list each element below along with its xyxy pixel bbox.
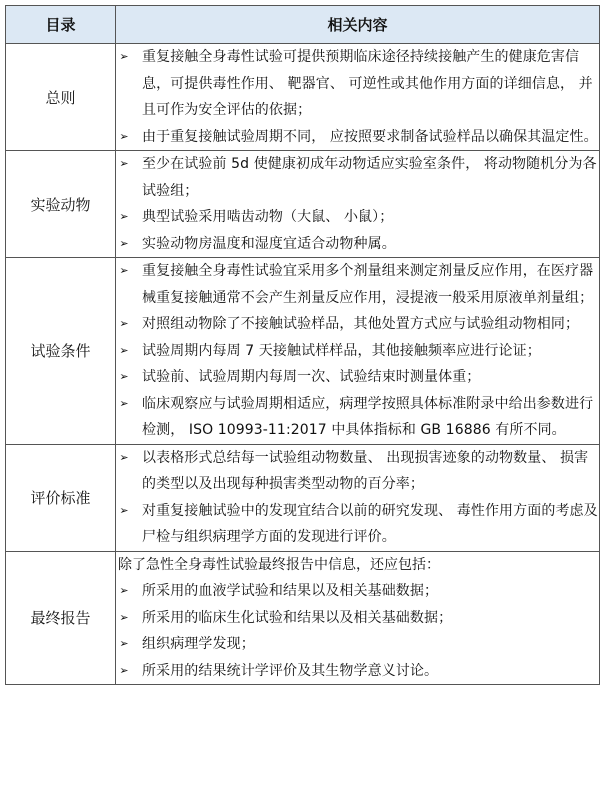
list-item-text: 对照组动物除了不接触试验样品，其他处置方式应与试验组动物相同； xyxy=(142,316,580,332)
list-item-text: 重复接触全身毒性试验宜采用多个剂量组来测定剂量反应作用，在医疗器械重复接触通常不会产生剂量反应作用，浸提液一般采用原液单剂量组； xyxy=(142,263,594,306)
arrow-bullet-icon: ➢ xyxy=(119,370,129,383)
row-content xyxy=(116,44,600,151)
table-row-general xyxy=(6,44,600,151)
header-catalog: 目录 xyxy=(6,6,116,44)
list-item xyxy=(116,258,599,311)
list-item xyxy=(116,658,599,685)
row-intro-text: 除了急性全身毒性试验最终报告中信息，还应包括： xyxy=(118,556,440,573)
list-item xyxy=(116,231,599,258)
list-item xyxy=(116,124,599,151)
arrow-bullet-icon: ➢ xyxy=(119,50,129,63)
list-item xyxy=(116,445,599,498)
list-item xyxy=(116,204,599,231)
arrow-bullet-icon: ➢ xyxy=(119,584,129,597)
list-item xyxy=(116,44,599,124)
arrow-bullet-icon: ➢ xyxy=(119,317,129,330)
table-row-conditions xyxy=(6,258,600,445)
arrow-bullet-icon: ➢ xyxy=(119,343,129,357)
list-item-text: 典型试验采用啮齿动物（大鼠、 小鼠）； xyxy=(142,209,394,225)
content-table xyxy=(5,5,600,685)
row-category: 总则 xyxy=(6,44,116,151)
list-item-text: 所采用的结果统计学评价及其生物学意义讨论。 xyxy=(142,662,439,679)
row-content xyxy=(116,258,600,445)
list-item xyxy=(116,605,599,632)
arrow-bullet-icon: ➢ xyxy=(119,210,129,223)
header-row xyxy=(6,6,600,44)
header-content: 相关内容 xyxy=(116,6,600,44)
list-item xyxy=(116,631,599,658)
list-item xyxy=(116,151,599,204)
arrow-bullet-icon: ➢ xyxy=(119,396,129,410)
list-item-text: 对重复接触试验中的发现宜结合以前的研究发现、 毒性作用方面的考虑及尸检与组织病理学方面的发现进行评价。 xyxy=(142,502,598,545)
row-content xyxy=(116,444,600,551)
list-item-text: 所采用的临床生化试验和结果以及相关基础数据； xyxy=(142,609,453,626)
list-item-text: 实验动物房温度和湿度宜适合动物种属。 xyxy=(142,235,396,252)
arrow-bullet-icon: ➢ xyxy=(119,637,129,650)
list-item xyxy=(116,311,599,338)
list-item xyxy=(116,391,599,444)
arrow-bullet-icon: ➢ xyxy=(119,663,129,677)
table-row-criteria xyxy=(6,444,600,551)
list-item-text: 重复接触全身毒性试验可提供预期临床途径持续接触产生的健康危害信息，可提供毒性作用、 靶器官、 可逆性或其他作用方面的详细信息， 并且可作为安全评估的依据； xyxy=(142,49,593,118)
list-item xyxy=(116,498,599,551)
list-item-text: 试验前、试验周期内每周一次、试验结束时测量体重； xyxy=(142,369,481,385)
list-item xyxy=(116,338,599,365)
row-content xyxy=(116,151,600,258)
row-category: 试验条件 xyxy=(6,258,116,445)
row-category: 最终报告 xyxy=(6,551,116,685)
list-item-text: 试验周期内每周 7 天接触试样样品，其他接触频率应进行论证； xyxy=(142,342,541,359)
arrow-bullet-icon: ➢ xyxy=(119,264,129,277)
arrow-bullet-icon: ➢ xyxy=(119,129,129,143)
arrow-bullet-icon: ➢ xyxy=(119,157,129,170)
row-content xyxy=(116,551,600,685)
list-item-text: 组织病理学发现； xyxy=(142,636,255,652)
arrow-bullet-icon: ➢ xyxy=(119,610,129,624)
arrow-bullet-icon: ➢ xyxy=(119,503,129,517)
list-item xyxy=(116,364,599,391)
list-item-text: 临床观察应与试验周期相适应，病理学按照具体标准附录中给出参数进行检测， ISO 10993-11:2017 中具体指标和 GB 16886 有所不同。 xyxy=(142,395,594,438)
list-item xyxy=(116,578,599,605)
list-item-text: 以表格形式总结每一试验组动物数量、 出现损害迹象的动物数量、 损害的类型以及出现每种损害类型动物的百分率； xyxy=(142,449,589,492)
list-item-text: 至少在试验前 5d 使健康初成年动物适应实验室条件， 将动物随机分为各试验组； xyxy=(142,156,597,199)
table-row-animals xyxy=(6,151,600,258)
table-body xyxy=(6,44,600,685)
list-item-text: 由于重复接触试验周期不同， 应按照要求制备试验样品以确保其温定性。 xyxy=(142,128,598,145)
row-category: 评价标准 xyxy=(6,444,116,551)
list-item-text: 所采用的血液学试验和结果以及相关基础数据； xyxy=(142,583,439,599)
arrow-bullet-icon: ➢ xyxy=(119,236,129,250)
arrow-bullet-icon: ➢ xyxy=(119,450,129,464)
row-category: 实验动物 xyxy=(6,151,116,258)
table-row-report xyxy=(6,551,600,685)
